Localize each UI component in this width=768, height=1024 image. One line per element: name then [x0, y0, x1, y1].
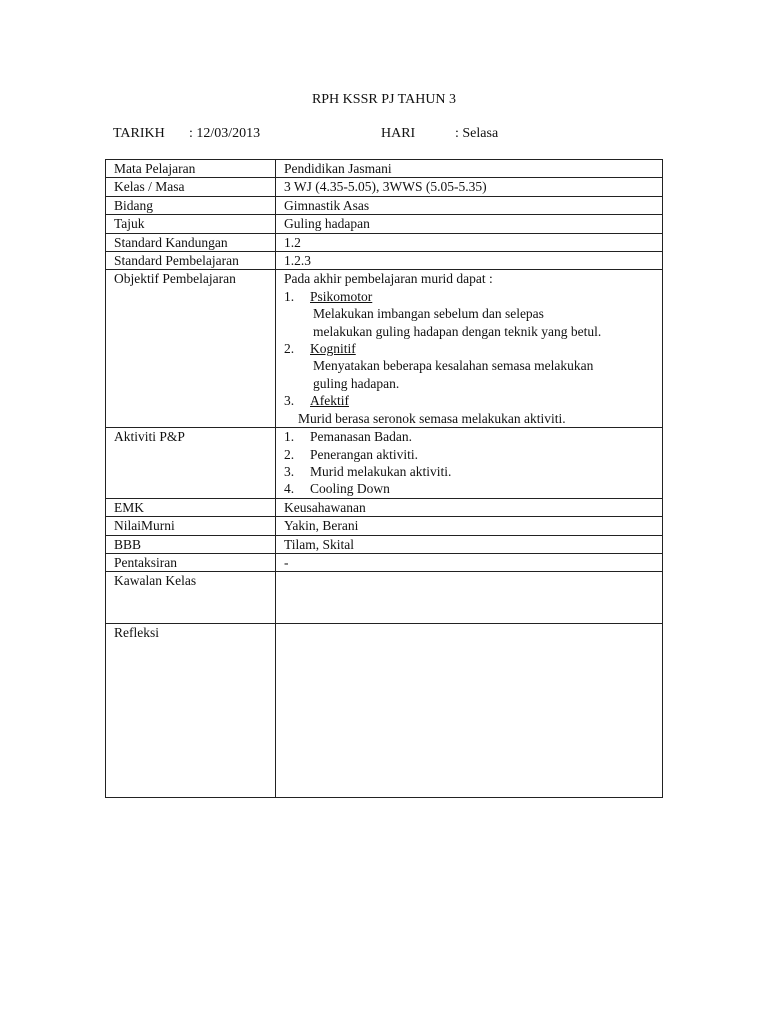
row-value: Gimnastik Asas: [276, 196, 663, 214]
objective-heading: Kognitif: [310, 341, 356, 357]
row-label: Aktiviti P&P: [106, 428, 276, 499]
hari-value: : Selasa: [455, 126, 499, 141]
activity-text: Pemanasan Badan.: [310, 429, 412, 445]
objective-line: Murid berasa seronok semasa melakukan aktiviti.: [298, 410, 566, 426]
list-number: 1.: [284, 429, 295, 445]
list-item: [284, 428, 662, 445]
row-label: EMK: [106, 498, 276, 516]
list-item: [284, 463, 662, 480]
list-item: [284, 340, 662, 357]
lesson-plan-table: [105, 159, 663, 798]
objective-heading: Psikomotor: [310, 288, 373, 304]
objective-line: Menyatakan beberapa kesalahan semasa melakukan: [313, 358, 594, 374]
row-label: Pentaksiran: [106, 553, 276, 571]
list-number: 4.: [284, 481, 295, 497]
table-row: [106, 252, 663, 270]
row-label: Standard Pembelajaran: [106, 252, 276, 270]
list-number: 2.: [284, 341, 295, 357]
row-label: Standard Kandungan: [106, 233, 276, 251]
table-row: [106, 624, 663, 798]
aktiviti-cell: [276, 428, 663, 499]
table-row: [106, 553, 663, 571]
list-number: 1.: [284, 288, 295, 304]
list-number: 2.: [284, 446, 295, 462]
list-item: [284, 288, 662, 305]
table-row: [106, 270, 663, 428]
table-row: [106, 498, 663, 516]
list-number: 3.: [284, 463, 295, 479]
row-label: Objektif Pembelajaran: [106, 270, 276, 428]
row-value: Tilam, Skital: [276, 535, 663, 553]
table-row: [106, 572, 663, 624]
table-row: [106, 160, 663, 178]
row-value: 1.2.3: [276, 252, 663, 270]
row-label: Tajuk: [106, 215, 276, 233]
row-value: 1.2: [276, 233, 663, 251]
objective-line: guling hadapan.: [313, 375, 400, 391]
row-label: Bidang: [106, 196, 276, 214]
table-row: [106, 535, 663, 553]
row-value: [276, 624, 663, 798]
objektif-intro: Pada akhir pembelajaran murid dapat :: [284, 271, 493, 287]
tarikh-label: TARIKH: [113, 126, 165, 141]
table-row: [106, 233, 663, 251]
activity-text: Penerangan aktiviti.: [310, 446, 418, 462]
row-value: Yakin, Berani: [276, 517, 663, 535]
row-label: Kawalan Kelas: [106, 572, 276, 624]
row-label: NilaiMurni: [106, 517, 276, 535]
row-value: Pendidikan Jasmani: [276, 160, 663, 178]
row-value: Keusahawanan: [276, 498, 663, 516]
row-value: 3 WJ (4.35-5.05), 3WWS (5.05-5.35): [276, 178, 663, 196]
row-value: [276, 572, 663, 624]
table-row: [106, 215, 663, 233]
list-item: [284, 480, 662, 497]
row-label: Mata Pelajaran: [106, 160, 276, 178]
table-row: [106, 178, 663, 196]
row-value: Guling hadapan: [276, 215, 663, 233]
row-label: Refleksi: [106, 624, 276, 798]
activity-text: Murid melakukan aktiviti.: [310, 463, 452, 479]
objective-line: melakukan guling hadapan dengan teknik yang betul.: [313, 323, 602, 339]
table-row: [106, 428, 663, 499]
tarikh-value: : 12/03/2013: [189, 126, 261, 141]
list-item: [284, 446, 662, 463]
document-title: RPH KSSR PJ TAHUN 3: [311, 92, 457, 107]
row-label: Kelas / Masa: [106, 178, 276, 196]
row-value: -: [276, 553, 663, 571]
row-label: BBB: [106, 535, 276, 553]
list-item: [284, 392, 662, 409]
table-row: [106, 517, 663, 535]
activity-text: Cooling Down: [310, 481, 390, 497]
objective-line: Melakukan imbangan sebelum dan selepas: [313, 306, 544, 322]
table-row: [106, 196, 663, 214]
hari-label: HARI: [381, 126, 416, 141]
objektif-cell: [276, 270, 663, 428]
objective-heading: Afektif: [310, 393, 349, 409]
list-number: 3.: [284, 393, 295, 409]
